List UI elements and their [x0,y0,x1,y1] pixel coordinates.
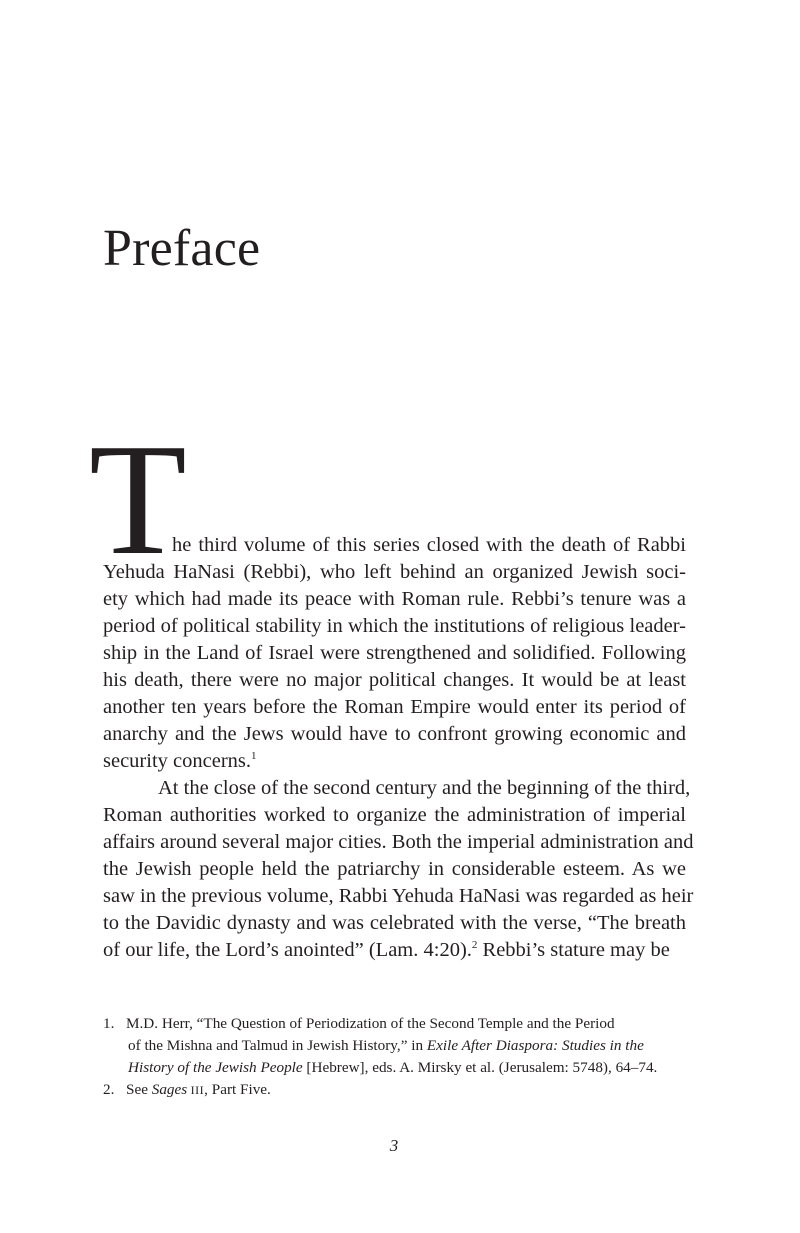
body-line: his death, there were no major political changes. It would be at least [103,669,686,691]
footnote-text: [Hebrew], eds. A. Mirsky et al. (Jerusalem: 5748), 64–74. [302,1059,658,1076]
footnote-1 [103,1013,615,1035]
footnote-title: History of the Jewish People [128,1059,303,1076]
footnote-title: Exile After Diaspora: Studies in the [423,1037,644,1054]
body-line: affairs around several major cities. Both the imperial administration and [103,831,694,853]
body-line: period of political stability in which the institutions of religious leader- [103,615,686,637]
footnote-title: Sages [151,1081,188,1098]
body-line: At the close of the second century and the beginning of the third, [158,777,691,799]
footnote-ref-2[interactable]: 2 [471,939,478,952]
body-line: ship in the Land of Israel were strengthened and solidified. Following [103,642,686,664]
body-line-text: Rebbi’s stature may be [477,939,670,961]
page-number: 3 [389,1136,399,1155]
body-line [103,748,257,775]
body-line: Roman authorities worked to organize the administration of imperial [103,804,686,826]
body-line: another ten years before the Roman Empire would enter its period of [103,696,686,718]
footnote-text: of the Mishna and Talmud in Jewish History,” in [128,1037,424,1054]
footnote-number: 2. [103,1081,115,1098]
body-line: saw in the previous volume, Rabbi Yehuda HaNasi was regarded as heir [103,885,694,907]
body-line: to the Davidic dynasty and was celebrated with the verse, “The breath [103,912,686,934]
body-line [103,937,670,964]
footnote-line [128,1057,657,1079]
body-line: ety which had made its peace with Roman rule. Rebbi’s tenure was a [103,588,686,610]
footnote-line [128,1035,644,1057]
body-line: he third volume of this series closed with the death of Rabbi [172,534,686,556]
footnote-number: 1. [103,1015,115,1032]
drop-cap: T [89,410,187,588]
footnote-ref-1[interactable]: 1 [251,750,257,763]
body-line-text: of our life, the Lord’s anointed” (Lam. 4:20). [103,939,472,961]
chapter-title: Preface [103,220,261,277]
body-line-text: security concerns. [103,750,251,772]
body-line: the Jewish people held the patriarchy in considerable esteem. As we [103,858,686,880]
footnote-text: M.D. Herr, “The Question of Periodization of the Second Temple and the Period [126,1015,615,1032]
footnote-text: See [126,1081,152,1098]
footnote-2 [103,1079,271,1101]
body-line: anarchy and the Jews would have to confront growing economic and [103,723,686,745]
footnote-volume: III [187,1083,205,1097]
body-line: Yehuda HaNasi (Rebbi), who left behind an organized Jewish soci- [103,561,686,583]
footnote-text: , Part Five. [204,1081,271,1098]
